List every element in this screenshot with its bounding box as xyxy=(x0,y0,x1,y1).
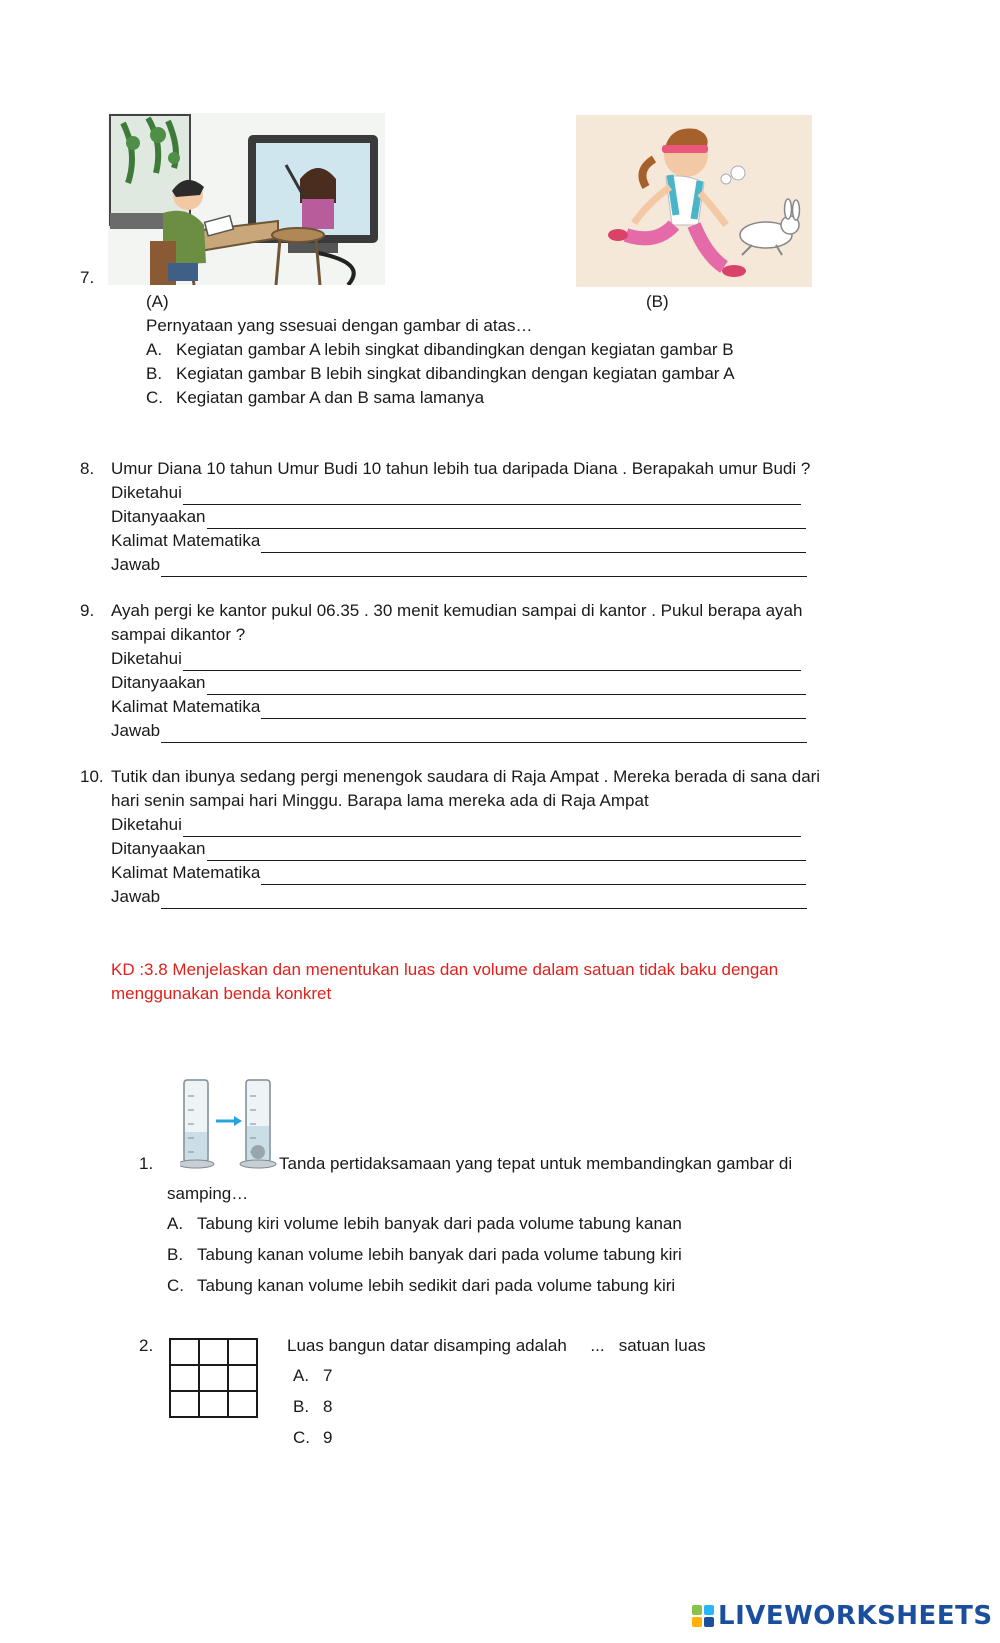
field-label: Diketahui xyxy=(111,815,182,834)
q10-number: 10. xyxy=(80,767,104,786)
option-letter: A. xyxy=(146,340,163,359)
running-girl-illustration xyxy=(576,115,812,287)
field-label: Jawab xyxy=(111,721,161,740)
option-text: Tabung kiri volume lebih banyak dari pada volume tabung kanan xyxy=(197,1214,682,1233)
field-label: Jawab xyxy=(111,887,161,906)
q7-option-b[interactable] xyxy=(146,362,735,386)
p1-option-b[interactable] xyxy=(167,1243,682,1267)
q8-kalimat-field[interactable] xyxy=(111,529,806,553)
q9-ditanyakan-field[interactable] xyxy=(111,671,806,695)
q9-jawab-field[interactable] xyxy=(111,719,807,743)
q8-ditanyakan-field[interactable] xyxy=(111,505,806,529)
field-label: Ditanyaakan xyxy=(111,839,206,858)
answer-line[interactable] xyxy=(207,677,806,695)
option-letter: B. xyxy=(293,1397,310,1416)
option-letter: B. xyxy=(167,1245,184,1264)
q7-label-b: (B) xyxy=(646,292,669,311)
option-text: Tabung kanan volume lebih sedikit dari pada volume tabung kiri xyxy=(197,1276,676,1295)
option-letter: A. xyxy=(167,1214,184,1233)
answer-line[interactable] xyxy=(261,867,806,885)
p1-option-c[interactable] xyxy=(167,1274,675,1298)
q8-number: 8. xyxy=(80,459,95,478)
logo-square xyxy=(692,1617,702,1627)
q7-option-a[interactable] xyxy=(146,338,734,362)
answer-line[interactable] xyxy=(261,701,806,719)
p2-option-a[interactable] xyxy=(293,1364,332,1388)
answer-line[interactable] xyxy=(183,819,801,837)
answer-line[interactable] xyxy=(161,559,807,577)
online-learning-illustration xyxy=(108,113,385,285)
p1-question-line2: samping… xyxy=(167,1184,249,1203)
field-label: Diketahui xyxy=(111,483,182,502)
liveworksheets-logo[interactable] xyxy=(692,1601,993,1631)
field-label: Kalimat Matematika xyxy=(111,531,261,550)
q10-question-line1: Tutik dan ibunya sedang pergi menengok saudara di Raja Ampat . Mereka berada di sana dari xyxy=(111,767,821,786)
q7-label-a: (A) xyxy=(146,292,169,311)
answer-line[interactable] xyxy=(183,653,801,671)
p1-number: 1. xyxy=(139,1154,154,1173)
option-letter: C. xyxy=(146,388,163,407)
field-label: Ditanyaakan xyxy=(111,507,206,526)
answer-line[interactable] xyxy=(261,535,806,553)
answer-line[interactable] xyxy=(207,843,806,861)
p1-option-a[interactable] xyxy=(167,1212,682,1236)
p2-number: 2. xyxy=(139,1336,154,1355)
q9-question-line1: Ayah pergi ke kantor pukul 06.35 . 30 menit kemudian sampai di kantor . Pukul berapa ayah xyxy=(111,601,803,620)
kd-heading-line1: KD :3.8 Menjelaskan dan menentukan luas dan volume dalam satuan tidak baku dengan xyxy=(111,960,779,979)
q8-question: Umur Diana 10 tahun Umur Budi 10 tahun lebih tua daripada Diana . Berapakah umur Budi ? xyxy=(111,459,811,478)
q10-question-line2: hari senin sampai hari Minggu. Barapa lama mereka ada di Raja Ampat xyxy=(111,791,649,810)
logo-square xyxy=(704,1617,714,1627)
option-text: 8 xyxy=(323,1397,333,1416)
kd-heading-line2: menggunakan benda konkret xyxy=(111,984,332,1003)
option-letter: B. xyxy=(146,364,163,383)
option-text: Kegiatan gambar A dan B sama lamanya xyxy=(176,388,485,407)
q8-jawab-field[interactable] xyxy=(111,553,807,577)
logo-square xyxy=(704,1605,714,1615)
field-label: Jawab xyxy=(111,555,161,574)
q10-kalimat-field[interactable] xyxy=(111,861,806,885)
q10-jawab-field[interactable] xyxy=(111,885,807,909)
option-text: Kegiatan gambar A lebih singkat dibandingkan dengan kegiatan gambar B xyxy=(176,340,734,359)
q8-diketahui-field[interactable] xyxy=(111,481,801,505)
field-label: Kalimat Matematika xyxy=(111,697,261,716)
p2-option-b[interactable] xyxy=(293,1395,332,1419)
option-letter: C. xyxy=(167,1276,184,1295)
square-grid-figure xyxy=(169,1338,258,1418)
q9-diketahui-field[interactable] xyxy=(111,647,801,671)
p2-question: Luas bangun datar disamping adalah ... satuan luas xyxy=(287,1336,706,1355)
q10-ditanyakan-field[interactable] xyxy=(111,837,806,861)
answer-line[interactable] xyxy=(207,511,806,529)
option-letter: C. xyxy=(293,1428,310,1447)
q9-kalimat-field[interactable] xyxy=(111,695,806,719)
p2-option-c[interactable] xyxy=(293,1426,332,1450)
option-text: Kegiatan gambar B lebih singkat dibandingkan dengan kegiatan gambar A xyxy=(176,364,735,383)
option-text: 7 xyxy=(323,1366,333,1385)
q10-diketahui-field[interactable] xyxy=(111,813,801,837)
logo-icon xyxy=(692,1605,714,1627)
option-letter: A. xyxy=(293,1366,310,1385)
q7-prompt: Pernyataan yang ssesuai dengan gambar di atas… xyxy=(146,316,533,335)
logo-text: LIVEWORKSHEETS xyxy=(718,1601,993,1631)
q7-number: 7. xyxy=(80,268,95,287)
answer-line[interactable] xyxy=(161,725,807,743)
field-label: Kalimat Matematika xyxy=(111,863,261,882)
q7-option-c[interactable] xyxy=(146,386,484,410)
q9-number: 9. xyxy=(80,601,95,620)
answer-line[interactable] xyxy=(161,891,807,909)
answer-line[interactable] xyxy=(183,487,801,505)
logo-square xyxy=(692,1605,702,1615)
q9-question-line2: sampai dikantor ? xyxy=(111,625,246,644)
option-text: Tabung kanan volume lebih banyak dari pada volume tabung kiri xyxy=(197,1245,682,1264)
field-label: Diketahui xyxy=(111,649,182,668)
p1-question-line1: Tanda pertidaksamaan yang tepat untuk membandingkan gambar di xyxy=(279,1154,793,1173)
measuring-cylinders-illustration xyxy=(180,1076,280,1172)
option-text: 9 xyxy=(323,1428,333,1447)
field-label: Ditanyaakan xyxy=(111,673,206,692)
